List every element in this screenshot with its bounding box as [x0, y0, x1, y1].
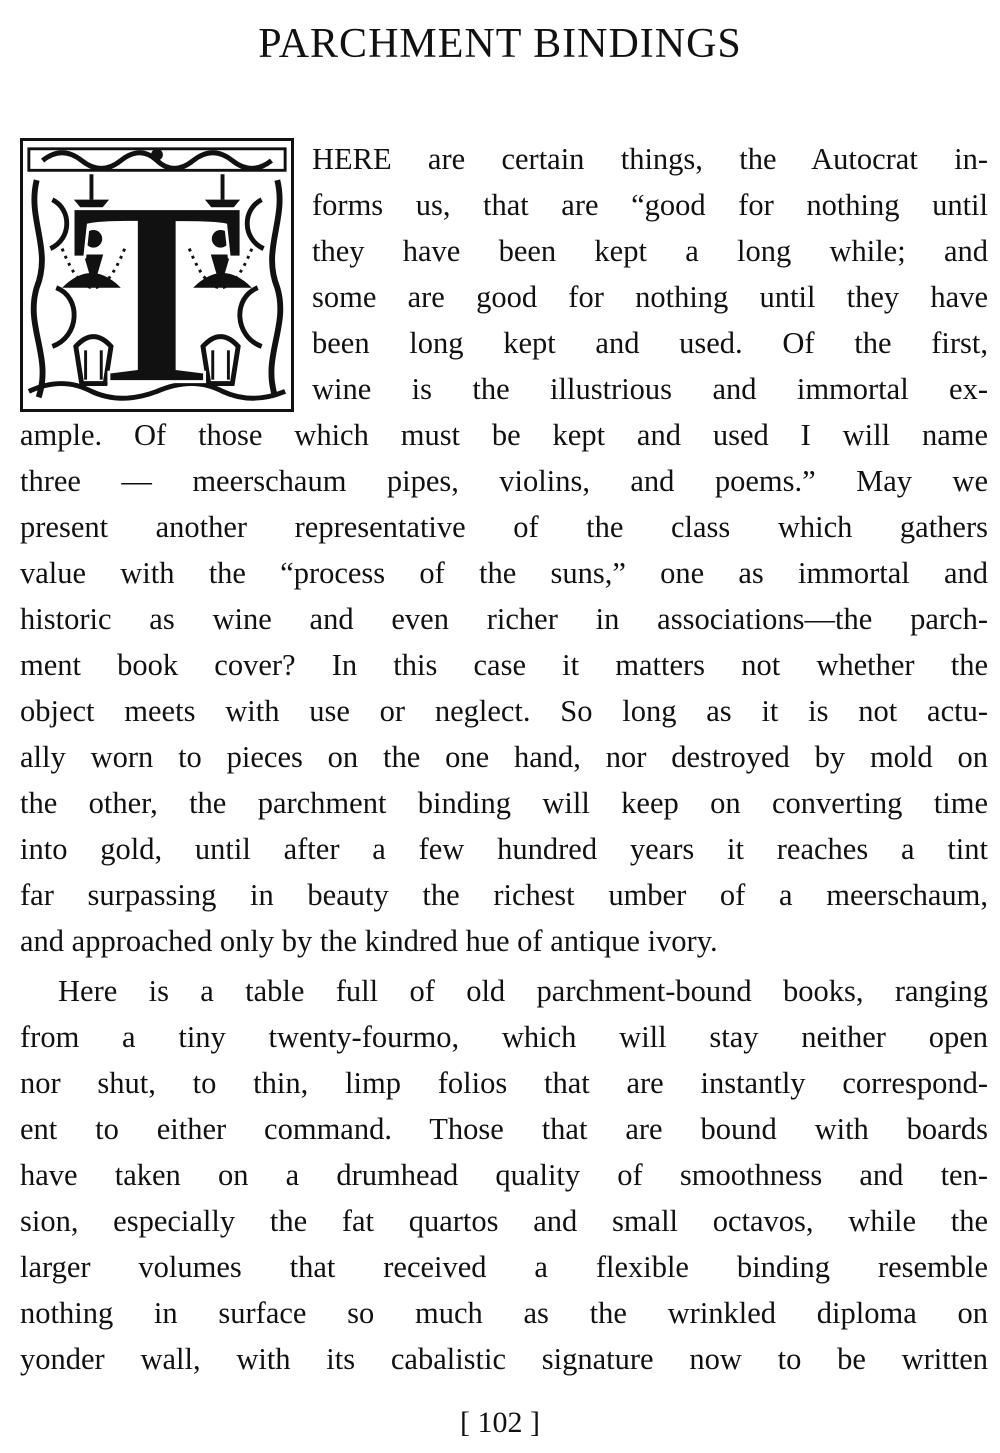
text-line: present another representative of the class which gathers [20, 510, 988, 544]
text-line: forms us, that are “good for nothing until [312, 188, 988, 222]
text-line: ample. Of those which must be kept and used I will name [20, 418, 988, 452]
text-line: the other, the parchment binding will keep on converting time [20, 786, 988, 820]
text-line: into gold, until after a few hundred years it reaches a tint [20, 832, 988, 866]
text-line: object meets with use or neglect. So long as it is not actu- [20, 694, 988, 728]
text-line: nor shut, to thin, limp folios that are instantly correspond- [20, 1066, 988, 1100]
text-line: value with the “process of the suns,” one as immortal and [20, 556, 988, 590]
text-line: larger volumes that received a flexible binding resemble [20, 1250, 988, 1284]
page-number: [ 102 ] [460, 1406, 540, 1439]
text-line: wine is the illustrious and immortal ex- [312, 372, 988, 406]
text-line: they have been kept a long while; and [312, 234, 988, 268]
ornament-icon [23, 141, 291, 409]
text-line: and approached only by the kindred hue of antique ivory. [20, 924, 718, 958]
text-line: sion, especially the fat quartos and small octavos, while the [20, 1204, 988, 1238]
text-line: Here is a table full of old parchment-bound books, ranging [58, 974, 988, 1008]
text-line: ent to either command. Those that are bound with boards [20, 1112, 988, 1146]
text-line: from a tiny twenty-fourmo, which will stay neither open [20, 1020, 988, 1054]
text-line: nothing in surface so much as the wrinkled diploma on [20, 1296, 988, 1330]
text-line: been long kept and used. Of the first, [312, 326, 988, 360]
text-line: ally worn to pieces on the one hand, nor destroyed by mold on [20, 740, 988, 774]
text-line: yonder wall, with its cabalistic signature now to be written [20, 1342, 988, 1376]
text-line: ment book cover? In this case it matters not whether the [20, 648, 988, 682]
page-title: PARCHMENT BINDINGS [258, 21, 742, 67]
text-line: three — meerschaum pipes, violins, and poems.” May we [20, 464, 988, 498]
text-line: some are good for nothing until they have [312, 280, 988, 314]
text-line: have taken on a drumhead quality of smoothness and ten- [20, 1158, 988, 1192]
decorated-initial [20, 138, 294, 412]
text-line: HERE are certain things, the Autocrat in- [312, 142, 988, 176]
text-line: historic as wine and even richer in associations—the parch- [20, 602, 988, 636]
drop-cap-letter: T [68, 147, 246, 409]
text-line: far surpassing in beauty the richest umber of a meerschaum, [20, 878, 988, 912]
